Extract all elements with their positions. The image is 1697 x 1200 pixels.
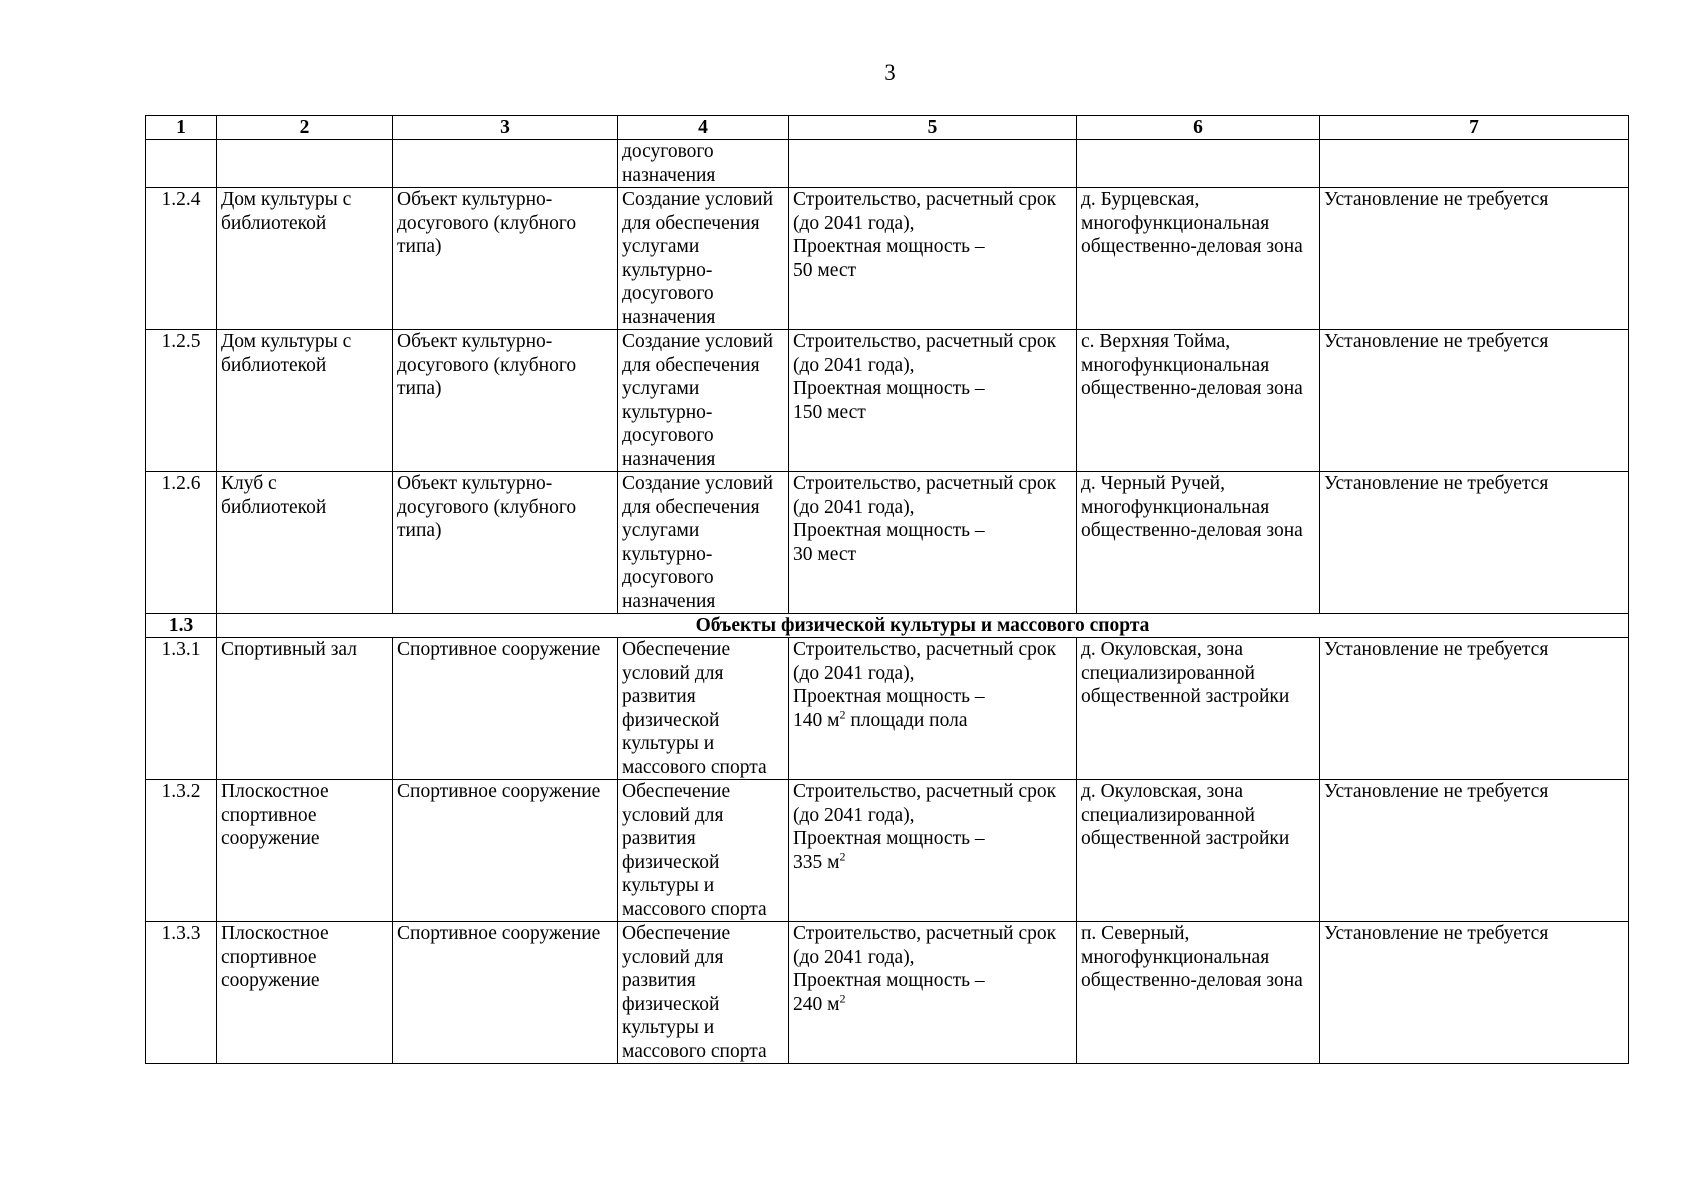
column-header: 6	[1077, 116, 1320, 140]
cell-line: библиотекой	[221, 354, 327, 376]
table-row	[146, 780, 1629, 922]
object-name-cell	[217, 638, 393, 780]
capacity-value: 240 $м^2$	[793, 991, 846, 1015]
table-row	[146, 330, 1629, 472]
cell-line: культурно-	[622, 543, 713, 565]
cell-line: развития	[622, 970, 696, 991]
cell-line: Спортивный зал	[221, 639, 357, 660]
zone-cell	[1320, 472, 1629, 614]
cell-line: Дом культуры с	[221, 189, 352, 210]
object-purpose-cell	[618, 780, 789, 922]
object-characteristics-cell	[789, 188, 1077, 330]
table-row	[146, 188, 1629, 330]
row-number-cell	[146, 330, 217, 472]
cell-line: досугового (клубного	[397, 354, 577, 376]
cell-line: Плоскостное	[221, 923, 329, 944]
section-row	[146, 614, 1629, 638]
cell-line: д. Бурцевская,	[1081, 189, 1200, 210]
object-type-cell	[393, 472, 618, 614]
cell-line: Установление не требуется	[1324, 473, 1549, 494]
cell-line: Спортивное сооружение	[397, 923, 601, 944]
cell-line: общественно-деловая зона	[1081, 970, 1303, 991]
object-location-cell	[1077, 188, 1320, 330]
cell-line: Установление не требуется	[1324, 331, 1549, 352]
cell-line: многофункциональная	[1081, 354, 1270, 376]
cell-line: Проектная мощность –	[793, 970, 985, 991]
cell-line: типа)	[397, 520, 442, 541]
cell-line: условий для	[622, 804, 724, 826]
cell-line: Строительство, расчетный срок	[793, 331, 1057, 352]
object-characteristics-cell	[789, 638, 1077, 780]
cell-line: для обеспечения	[622, 212, 760, 234]
column-header: 1	[146, 116, 217, 140]
superscript: 2	[839, 849, 846, 863]
cell-line: общественной застройки	[1081, 686, 1290, 707]
cell-line: (до 2041 года),	[793, 946, 915, 968]
cell-line: библиотекой	[221, 212, 327, 234]
object-type-cell	[393, 330, 618, 472]
cell-line: физической	[622, 993, 720, 1015]
cell-line: специализированной	[1081, 804, 1255, 826]
cell-line: культуры и	[622, 733, 715, 754]
object-location-cell	[1077, 472, 1320, 614]
cell-line: общественно-деловая зона	[1081, 378, 1303, 399]
cell-line: д. Окуловская, зона	[1081, 639, 1244, 660]
object-purpose-cell	[618, 188, 789, 330]
cell-line: сооружение	[221, 970, 320, 991]
objects-table	[145, 115, 1629, 1064]
object-characteristics-cell	[789, 922, 1077, 1064]
cell-line: Проектная мощность –	[793, 236, 985, 257]
cell-line: Проектная мощность –	[793, 378, 985, 399]
cell-line: развития	[622, 686, 696, 707]
cell-line: п. Северный,	[1081, 923, 1190, 944]
table-cell	[789, 140, 1077, 188]
cell-line: Установление не требуется	[1324, 189, 1549, 210]
cell-line: массового спорта	[622, 898, 767, 920]
cell-line: физической	[622, 709, 720, 731]
object-name-cell	[217, 330, 393, 472]
cell-line: Спортивное сооружение	[397, 781, 601, 802]
section-title: Объекты физической культуры и массового спорта	[217, 614, 1629, 638]
cell-line: Создание условий	[622, 331, 774, 352]
zone-cell	[1320, 188, 1629, 330]
cell-line: Проектная мощность –	[793, 520, 985, 541]
object-purpose-cell	[618, 638, 789, 780]
cell-line: Спортивное сооружение	[397, 639, 601, 660]
cell-line: Обеспечение	[622, 639, 731, 660]
cell-line: культурно-	[622, 259, 713, 281]
table-cell	[1077, 140, 1320, 188]
cell-line: Объект культурно-	[397, 331, 553, 352]
cell-line: (до 2041 года),	[793, 662, 915, 684]
table-cell	[618, 140, 789, 188]
cell-line: Создание условий	[622, 473, 774, 494]
cell-line: (до 2041 года),	[793, 496, 915, 518]
object-type-cell	[393, 922, 618, 1064]
object-characteristics-cell	[789, 472, 1077, 614]
row-number-cell	[146, 922, 217, 1064]
superscript: 2	[839, 707, 846, 721]
cell-line: общественно-деловая зона	[1081, 236, 1303, 257]
cell-line: Объект культурно-	[397, 473, 553, 494]
cell-line: Плоскостное	[221, 781, 329, 802]
cell-line: многофункциональная	[1081, 496, 1270, 518]
page-number: 3	[884, 60, 896, 85]
cell-line: назначения	[622, 164, 716, 186]
zone-cell	[1320, 638, 1629, 780]
cell-line: услугами	[622, 520, 700, 541]
table-cell	[217, 140, 393, 188]
cell-line: услугами	[622, 236, 700, 257]
cell-line: досугового	[622, 567, 714, 588]
cell-line: библиотекой	[221, 496, 327, 518]
section-number: 1.3	[146, 614, 217, 638]
capacity-value: 150 мест	[793, 401, 866, 423]
cell-line: д. Окуловская, зона	[1081, 781, 1244, 802]
object-type-cell	[393, 638, 618, 780]
row-number-cell	[146, 638, 217, 780]
object-type-cell	[393, 780, 618, 922]
cell-line: культуры и	[622, 1017, 715, 1038]
cell-line: 1.2.4	[161, 189, 201, 210]
cell-line: Создание условий	[622, 189, 774, 210]
cell-line: условий для	[622, 946, 724, 968]
object-name-cell	[217, 780, 393, 922]
cell-line: культурно-	[622, 401, 713, 423]
cell-line: Строительство, расчетный срок	[793, 781, 1057, 802]
cell-line: назначения	[622, 590, 716, 612]
cell-line: д. Черный Ручей,	[1081, 473, 1225, 494]
cell-line: (до 2041 года),	[793, 804, 915, 826]
zone-cell	[1320, 330, 1629, 472]
table-cell	[146, 140, 217, 188]
cell-line: Строительство, расчетный срок	[793, 189, 1057, 210]
cell-line: Установление не требуется	[1324, 781, 1549, 802]
table-header	[146, 116, 1629, 140]
object-characteristics-cell	[789, 780, 1077, 922]
cell-line: для обеспечения	[622, 354, 760, 376]
cell-line: сооружение	[221, 828, 320, 849]
cell-line: назначения	[622, 306, 716, 328]
cell-line: (до 2041 года),	[793, 212, 915, 234]
cell-line: специализированной	[1081, 662, 1255, 684]
cell-line: физической	[622, 851, 720, 873]
object-purpose-cell	[618, 330, 789, 472]
row-number-cell	[146, 472, 217, 614]
zone-cell	[1320, 780, 1629, 922]
cell-line: типа)	[397, 378, 442, 399]
cell-line: Установление не требуется	[1324, 639, 1549, 660]
row-number-cell	[146, 188, 217, 330]
cell-line: культуры и	[622, 875, 715, 896]
object-purpose-cell	[618, 922, 789, 1064]
object-name-cell	[217, 188, 393, 330]
table-row	[146, 472, 1629, 614]
cell-line: массового спорта	[622, 1040, 767, 1062]
object-location-cell	[1077, 638, 1320, 780]
table-row-continuation	[146, 140, 1629, 188]
cell-line: Строительство, расчетный срок	[793, 473, 1057, 494]
cell-line: 1.2.6	[161, 473, 201, 494]
object-location-cell	[1077, 922, 1320, 1064]
capacity-value: 335 $м^2$	[793, 849, 846, 873]
cell-line: многофункциональная	[1081, 946, 1270, 968]
cell-line: Установление не требуется	[1324, 923, 1549, 944]
superscript: 2	[839, 991, 846, 1005]
table-body	[146, 140, 1629, 1064]
cell-line: общественно-деловая зона	[1081, 520, 1303, 541]
cell-line: услугами	[622, 378, 700, 399]
capacity-value: 140 $м^2$ площади пола	[793, 707, 968, 731]
capacity-value: 50 мест	[793, 259, 857, 281]
object-name-cell	[217, 922, 393, 1064]
cell-line: общественной застройки	[1081, 828, 1290, 849]
cell-line: типа)	[397, 236, 442, 257]
column-header: 4	[618, 116, 789, 140]
cell-line: спортивное	[221, 946, 317, 968]
object-location-cell	[1077, 330, 1320, 472]
cell-line: Обеспечение	[622, 781, 731, 802]
cell-line: 1.3.3	[161, 923, 201, 944]
object-name-cell	[217, 472, 393, 614]
cell-line: с. Верхняя Тойма,	[1081, 331, 1231, 352]
row-number-cell	[146, 780, 217, 922]
cell-line: для обеспечения	[622, 496, 760, 518]
zone-cell	[1320, 922, 1629, 1064]
cell-line: досугового (клубного	[397, 212, 577, 234]
column-header: 2	[217, 116, 393, 140]
cell-line: развития	[622, 828, 696, 849]
cell-line: условий для	[622, 662, 724, 684]
object-location-cell	[1077, 780, 1320, 922]
cell-line: 1.3.1	[161, 639, 201, 660]
cell-line: назначения	[622, 448, 716, 470]
object-characteristics-cell	[789, 330, 1077, 472]
cell-line: многофункциональная	[1081, 212, 1270, 234]
cell-line: Клуб с	[221, 473, 277, 494]
cell-line: Проектная мощность –	[793, 686, 985, 707]
cell-line: досугового (клубного	[397, 496, 577, 518]
cell-line: досугового	[622, 425, 714, 446]
cell-line: Строительство, расчетный срок	[793, 923, 1057, 944]
table-cell	[393, 140, 618, 188]
cell-line: 1.3.2	[161, 781, 201, 802]
cell-line: 1.2.5	[161, 331, 201, 352]
object-type-cell	[393, 188, 618, 330]
object-purpose-cell	[618, 472, 789, 614]
cell-line: Проектная мощность –	[793, 828, 985, 849]
table-cell	[1320, 140, 1629, 188]
cell-line: Объект культурно-	[397, 189, 553, 210]
cell-line: спортивное	[221, 804, 317, 826]
column-header: 7	[1320, 116, 1629, 140]
cell-line: досугового	[622, 141, 714, 162]
cell-line: Строительство, расчетный срок	[793, 639, 1057, 660]
table-row	[146, 922, 1629, 1064]
cell-line: (до 2041 года),	[793, 354, 915, 376]
column-header: 5	[789, 116, 1077, 140]
table-row	[146, 638, 1629, 780]
cell-line: Дом культуры с	[221, 331, 352, 352]
cell-line: Обеспечение	[622, 923, 731, 944]
cell-line: массового спорта	[622, 756, 767, 778]
cell-line: досугового	[622, 283, 714, 304]
column-header: 3	[393, 116, 618, 140]
capacity-value: 30 мест	[793, 543, 857, 565]
